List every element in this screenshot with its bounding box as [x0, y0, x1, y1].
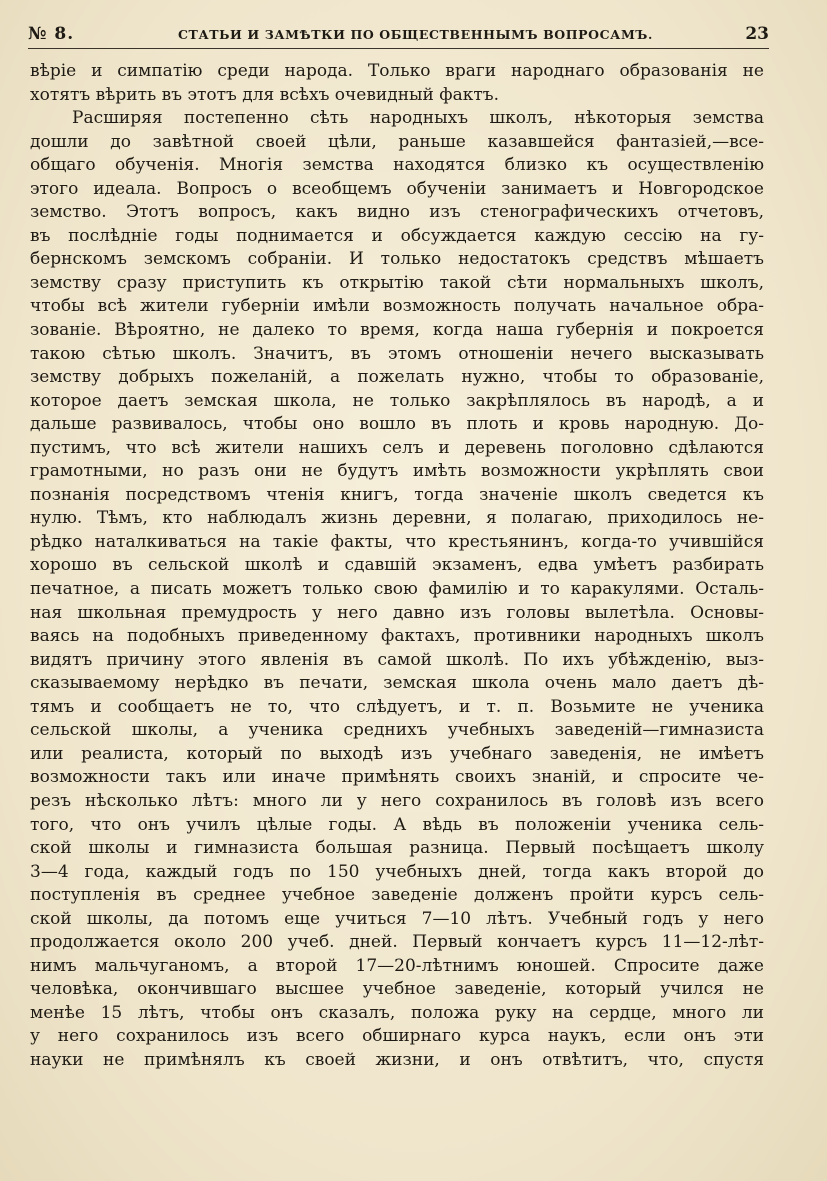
text-line: хорошо въ сельской школѣ и сдавшій экзаменъ, едва умѣетъ разбирать: [30, 555, 764, 576]
text-line: дальше развивалось, чтобы оно вошло въ плоть и кровь народную. До-: [30, 414, 764, 435]
text-line: земство. Этотъ вопросъ, какъ видно изъ стенографическихъ отчетовъ,: [30, 202, 764, 223]
text-line: бернскомъ земскомъ собраніи. И только недостатокъ средствъ мѣшаетъ: [30, 249, 764, 270]
text-line: сказываемому нерѣдко въ печати, земская школа очень мало даетъ дѣ-: [30, 673, 764, 694]
running-header: [28, 16, 769, 49]
text-line: земству сразу приступить къ открытію такой сѣти нормальныхъ школъ,: [30, 272, 764, 293]
text-line: ской школы и гимназиста большая разница. Первый посѣщаетъ школу: [30, 838, 764, 859]
text-line: нимъ мальчуганомъ, а второй 17—20-лѣтнимъ юношей. Спросите даже: [30, 955, 764, 976]
issue-number: № 8.: [28, 24, 75, 44]
text-line: видятъ причину этого явленія въ самой школѣ. По ихъ убѣжденію, выз-: [30, 649, 764, 670]
text-line: общаго обученія. Многія земства находятся близко къ осуществленію: [30, 155, 764, 176]
text-line: человѣка, окончившаго высшее учебное заведеніе, который учился не: [30, 979, 764, 1000]
text-line: познанія посредствомъ чтенія книгъ, тогда значеніе школъ сведется къ: [30, 484, 764, 505]
text-line: тямъ и сообщаетъ не то, что слѣдуетъ, и т. п. Возьмите не ученика: [30, 696, 764, 717]
text-line: резъ нѣсколько лѣтъ: много ли у него сохранилось въ головѣ изъ всего: [30, 790, 764, 811]
paragraph-first-line: Расширяя постепенно сѣть народныхъ школъ, нѣкоторыя земства: [72, 108, 764, 129]
article-body: [30, 60, 764, 1073]
text-line: того, что онъ училъ цѣлые годы. А вѣдь въ положеніи ученика сель-: [30, 814, 764, 835]
text-line: которое даетъ земская школа, не только закрѣплялось въ народѣ, а и: [30, 390, 764, 411]
text-line: такою сѣтью школъ. Значитъ, въ этомъ отношеніи нечего высказывать: [30, 343, 764, 364]
text-line: ная школьная премудрость у него давно изъ головы вылетѣла. Основы-: [30, 602, 764, 623]
text-line: хотятъ вѣрить въ этотъ для всѣхъ очевидный фактъ.: [30, 84, 499, 105]
text-line: чтобы всѣ жители губерніи имѣли возможность получать начальное обра-: [30, 296, 764, 317]
text-line: продолжается около 200 учеб. дней. Первый кончаетъ курсъ 11—12-лѣт-: [30, 932, 764, 953]
text-line: зованіе. Вѣроятно, не далеко то время, когда наша губернія и покроется: [30, 320, 764, 341]
text-line: этого идеала. Вопросъ о всеобщемъ обученіи занимаетъ и Новгородское: [30, 178, 764, 199]
text-line: пустимъ, что всѣ жители нашихъ селъ и деревень поголовно сдѣлаются: [30, 437, 764, 458]
text-line: вѣріе и симпатію среди народа. Только враги народнаго образованія не: [30, 61, 764, 81]
text-line: или реалиста, который по выходѣ изъ учебнаго заведенія, не имѣетъ: [30, 743, 764, 764]
text-line: сельской школы, а ученика среднихъ учебныхъ заведеній—гимназиста: [30, 720, 764, 741]
text-line: печатное, а писать можетъ только свою фамилію и то каракулями. Осталь-: [30, 579, 764, 600]
text-line: науки не примѣнялъ къ своей жизни, и онъ отвѣтитъ, что, спустя: [30, 1049, 764, 1070]
text-line: 3—4 года, каждый годъ по 150 учебныхъ дней, тогда какъ второй до: [30, 861, 764, 882]
text-line: нулю. Тѣмъ, кто наблюдалъ жизнь деревни, я полагаю, приходилось не-: [30, 508, 764, 529]
text-line: рѣдко наталкиваться на такіе факты, что крестьянинъ, когда-то учившійся: [30, 531, 764, 552]
text-line: ской школы, да потомъ еще учиться 7—10 лѣтъ. Учебный годъ у него: [30, 908, 764, 929]
text-line: дошли до завѣтной своей цѣли, раньше казавшейся фантазіей,—все-: [30, 131, 764, 152]
text-line: въ послѣдніе годы поднимается и обсуждается каждую сессію на гу-: [30, 225, 764, 246]
text-line: у него сохранилось изъ всего обширнаго курса наукъ, если онъ эти: [30, 1026, 764, 1047]
text-line: грамотными, но разъ они не будутъ имѣть возможности укрѣплять свои: [30, 461, 764, 482]
text-line: менѣе 15 лѣтъ, чтобы онъ сказалъ, положа руку на сердце, много ли: [30, 1002, 764, 1023]
text-line: земству добрыхъ пожеланій, а пожелать нужно, чтобы то образованіе,: [30, 367, 764, 388]
page-number: 23: [745, 24, 769, 44]
text-line: ваясь на подобныхъ приведенному фактахъ, противники народныхъ школъ: [30, 626, 764, 647]
text-line: поступленія въ среднее учебное заведеніе долженъ пройти курсъ сель-: [30, 885, 764, 906]
running-title: СТАТЬИ И ЗАМѢТКИ ПО ОБЩЕСТВЕННЫМЪ ВОПРОСАМЪ.: [178, 27, 653, 42]
text-line: возможности такъ или иначе примѣнять своихъ знаній, и спросите че-: [30, 767, 764, 788]
